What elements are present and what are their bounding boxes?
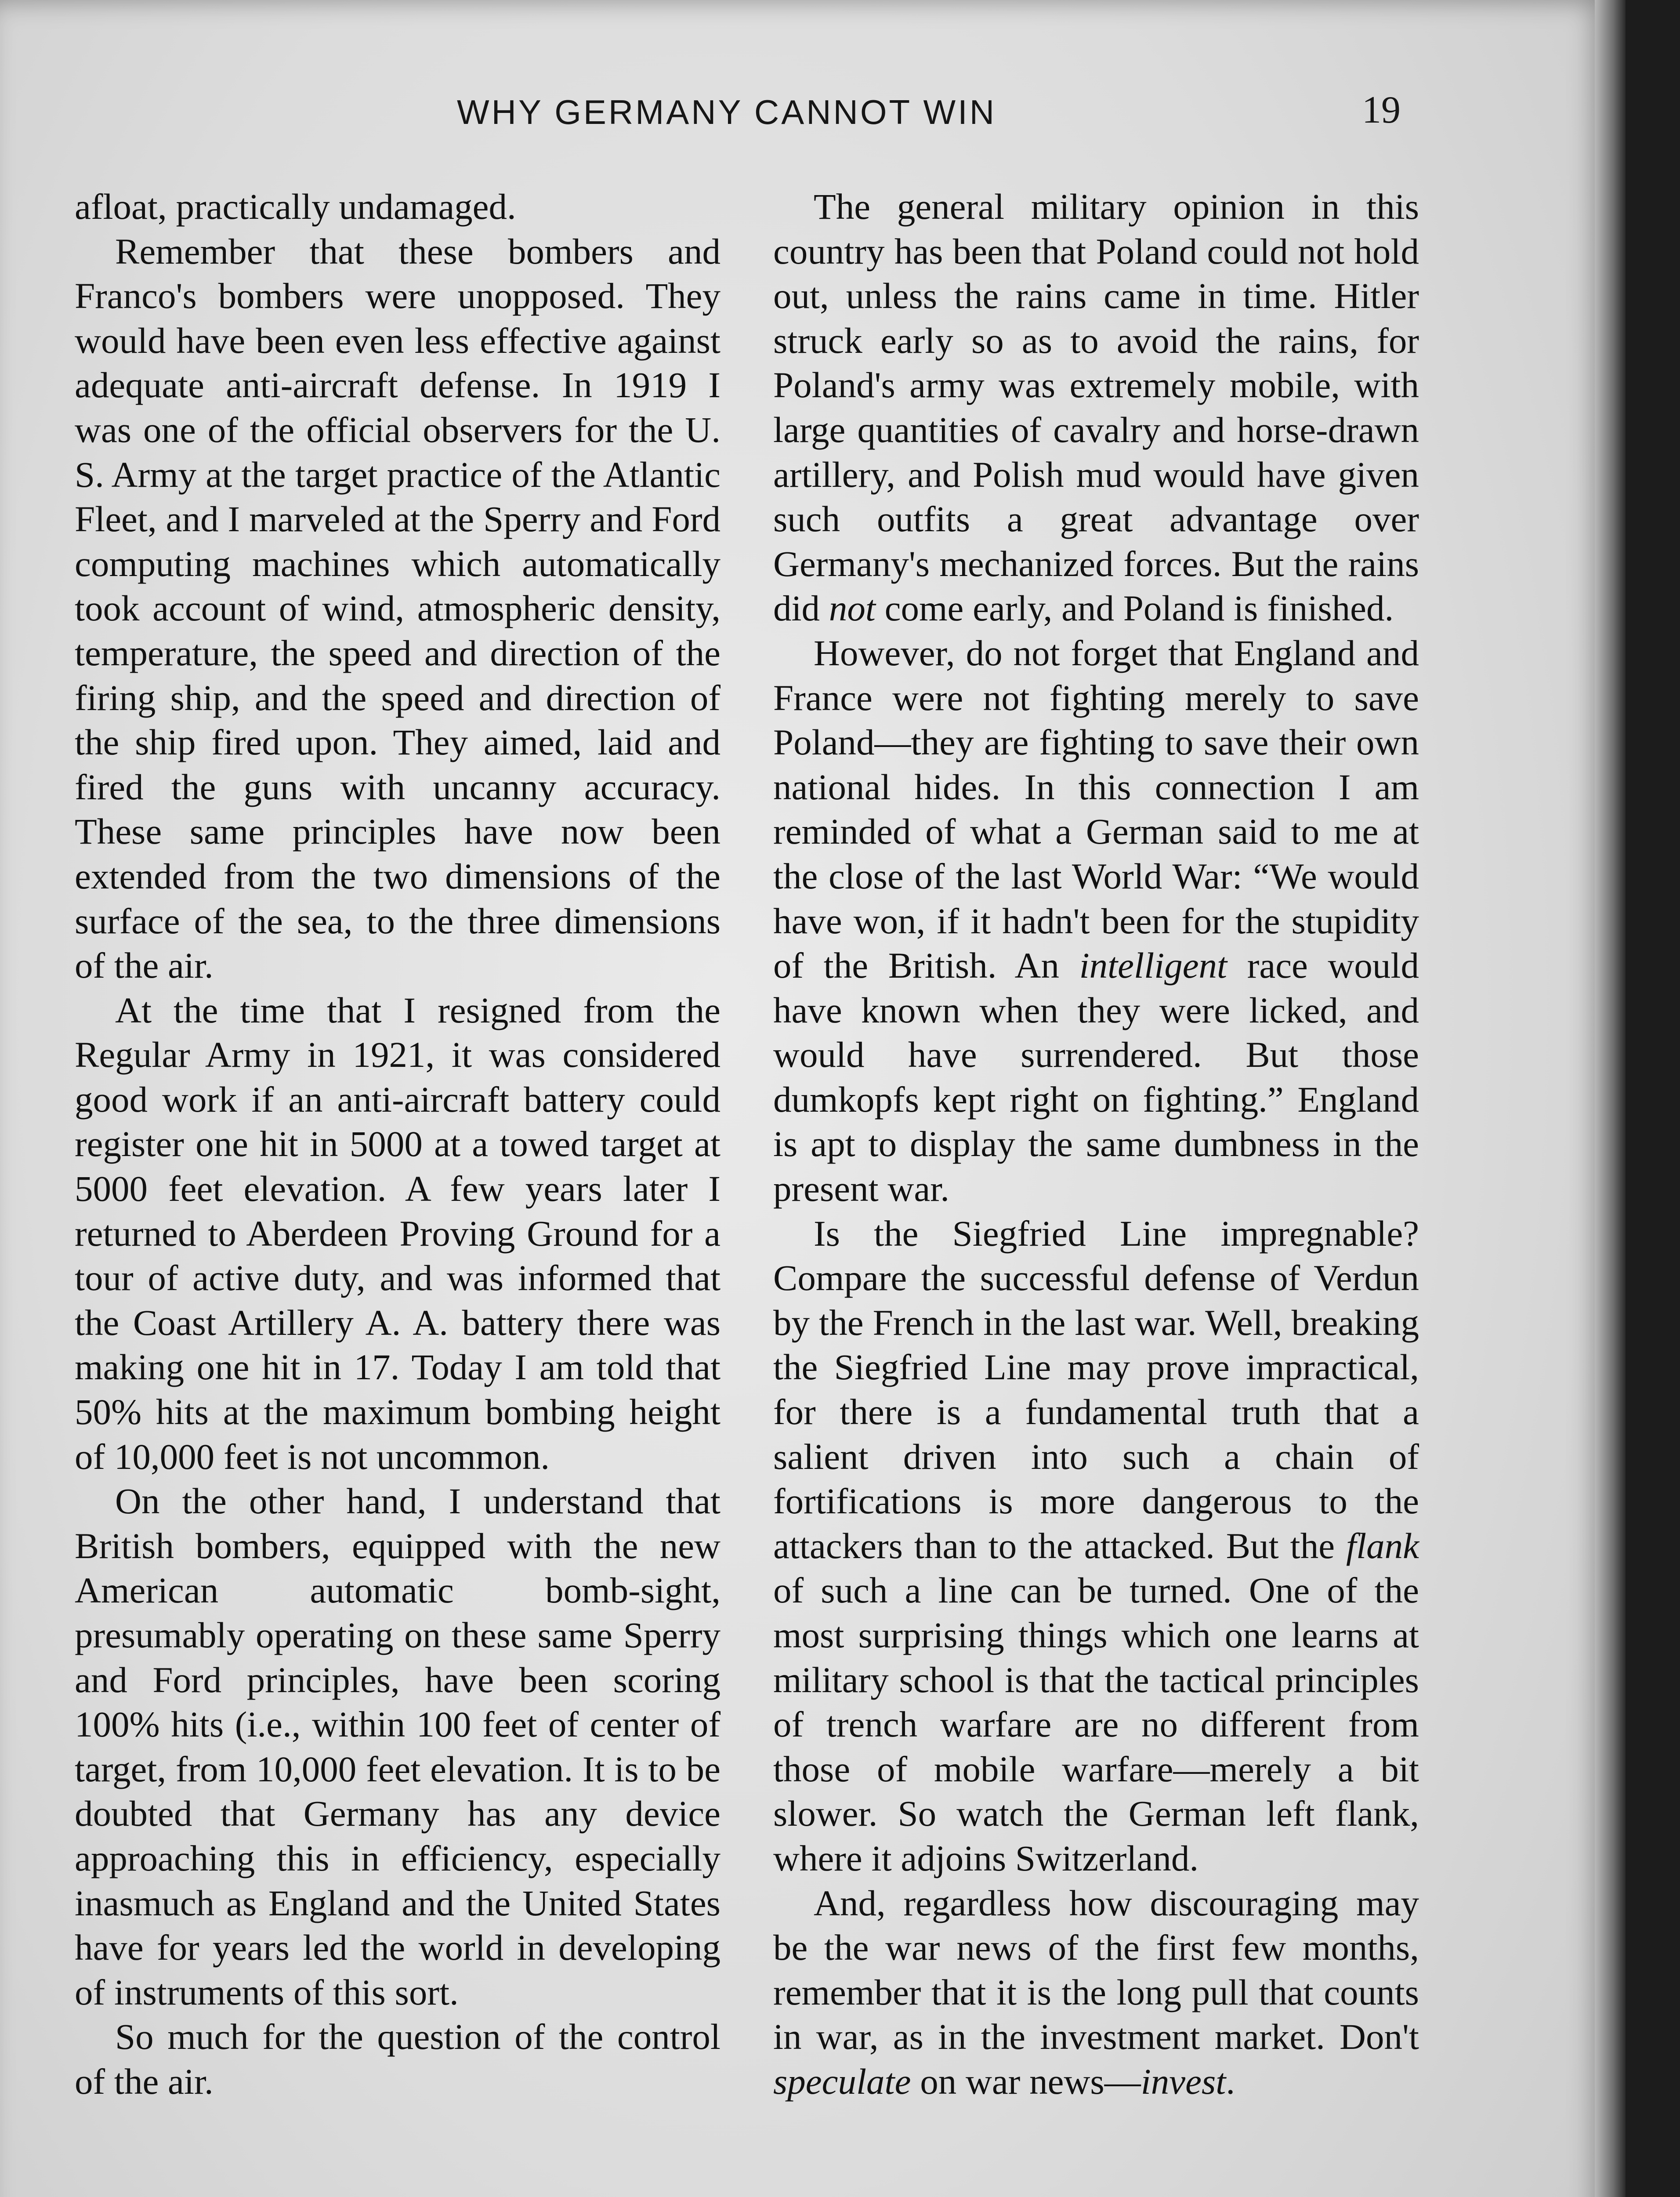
emphasis: flank [1346,1525,1419,1566]
emphasis: intelligent [1079,945,1227,986]
paragraph: So much for the question of the control of the air. [75,2016,721,2102]
text-run: However, do not forget that England and France were not fighting merely to save Poland—they are fighting to save their own national hides. In this connection I am reminded of what a German said to me at the close of the last World War: “We would have won, if it hadn't been for the stupidity of the British. An [773,632,1419,986]
emphasis: speculate [773,2061,911,2102]
text-run: And, regardless how discouraging may be the war news of the first few months, remember that it is the long pull that counts in war, as in the investment market. Don't [773,1882,1419,2057]
text-run: on war news— [911,2061,1141,2102]
emphasis: invest [1141,2061,1226,2102]
text-run: of such a line can be turned. One of the most surprising things which one learns at military school is that the tactical principles of trench warfare are no different from those of mobile warfare—merely a bit slower. So watch the German left flank, where it adjoins Switzerland. [773,1570,1419,1878]
paragraph: Remember that these bombers and Franco's bombers were unopposed. They would have been even less effective against adequate anti-aircraft defense. In 1919 I was one of the official observers for the U. S. Army at the target practice of the Atlantic Fleet, and I marveled at the Sperry and Ford computing machines which automatically took account of wind, atmospheric density, temperature, the speed and direction of the firing ship, and the speed and direction of the ship fired upon. They aimed, laid and fired the guns with uncanny accuracy. These same principles have now been extended from the two dimensions of the surface of the sea, to the three dimensions of the air. [75,231,721,986]
text-run: . [1226,2061,1235,2102]
text-run: come early, and Poland is finished. [875,588,1394,629]
text-run: Is the Siegfried Line impregnable? Compare the successful defense of Verdun by the French in the last war. Well, breaking the Siegfried Line may prove impractical, for there is a fundamental truth that a salient driven into such a chain of fortifications is more dangerous to the attackers than to the attacked. But the [773,1213,1419,1566]
paragraph [773,631,1419,1211]
paragraph [773,185,1419,631]
page-number: 19 [1362,89,1401,131]
text-run: The general military opinion in this country has been that Poland could not hold out, unless the rains came in time. Hitler struck early so as to avoid the rains, for Poland's army was extremely mobile, with large quantities of cavalry and horse-drawn artillery, and Polish mud would have given such outfits a great advantage over Germany's mechanized forces. But the rains did [773,186,1419,629]
paragraph [773,1211,1419,1881]
paragraph [773,1881,1419,2104]
running-title: WHY GERMANY CANNOT WIN [457,93,997,131]
paragraph: On the other hand, I understand that British bombers, equipped with the new American automatic bomb-sight, presumably operating on these same Sperry and Ford principles, have been scoring 100% hits (i.e., within 100 feet of center of target, from 10,000 feet elevation. It is to be doubted that Germany has any device approaching this in efficiency, especially inasmuch as England and the United States have for years led the world in developing of instruments of this sort. [75,1481,721,2012]
left-column [75,185,721,2104]
text-run: race would have known when they were licked, and would have surrendered. But those dumkopfs kept right on fighting.” England is apt to display the same dumbness in the present war. [773,945,1419,1209]
page-edge-shadow [1595,0,1626,2197]
emphasis: not [829,588,876,629]
paragraph: At the time that I resigned from the Regular Army in 1921, it was considered good work if an anti-aircraft battery could register one hit in 5000 at a towed target at 5000 feet elevation. A few years later I returned to Aberdeen Proving Ground for a tour of active duty, and was informed that the Coast Artillery A. A. battery there was making one hit in 17. Today I am told that 50% hits at the maximum bombing height of 10,000 feet is not uncommon. [75,990,721,1477]
paragraph: afloat, practically undamaged. [75,186,516,227]
right-column [773,185,1419,2104]
